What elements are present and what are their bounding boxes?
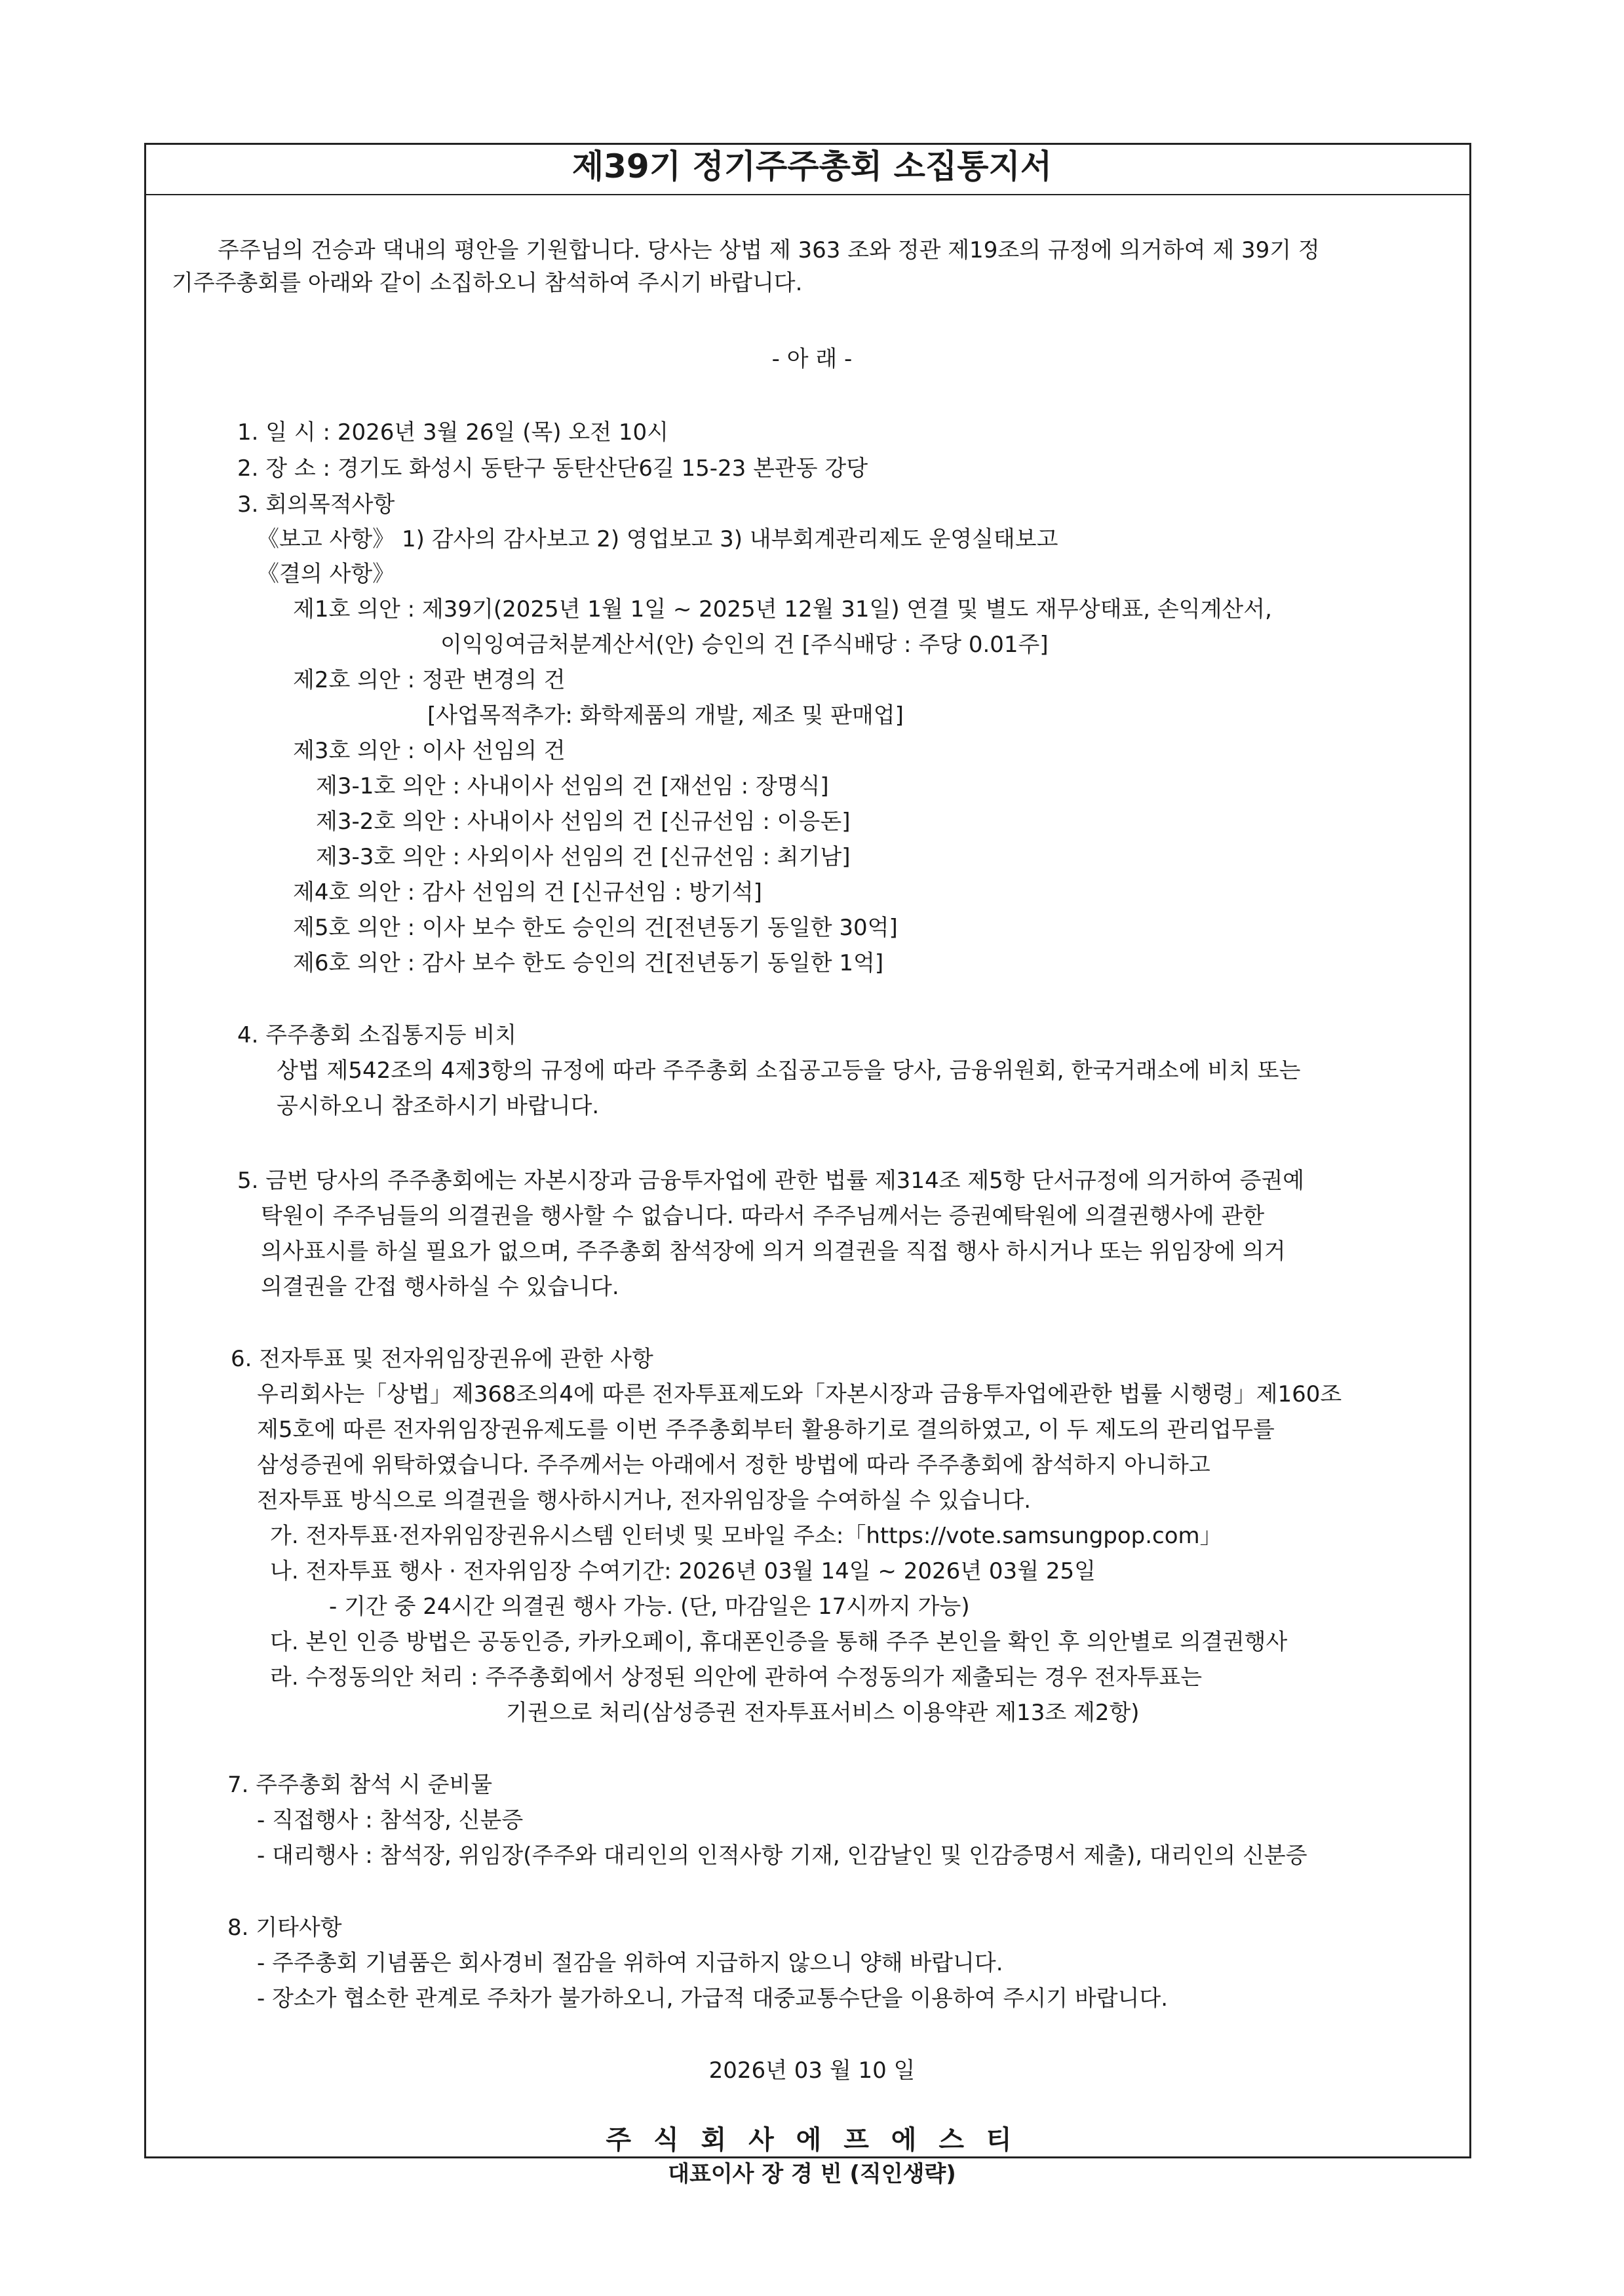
preparation-item: - 직접행사 : 참석장, 신분증 [257, 1807, 524, 1833]
e-voting-item: 다. 본인 인증 방법은 공동인증, 카카오페이, 휴대폰인증을 통해 주주 본인을 확인 후 의안별로 의결권행사 [270, 1629, 1288, 1655]
section-agenda-title: 3. 회의목적사항 [237, 491, 395, 518]
section-notice-availability: 4. 주주총회 소집통지등 비치 [237, 1022, 517, 1048]
agenda-resolution-header: 《결의 사항》 [257, 561, 395, 587]
e-voting-item: 라. 수정동의안 처리 : 주주총회에서 상정된 의안에 관하여 수정동의가 제출되는 경우 전자투표는 [270, 1664, 1203, 1691]
section-text: 전자투표 방식으로 의결권을 행사하시거나, 전자위임장을 수여하실 수 있습니다. [257, 1487, 1032, 1514]
section-e-voting-title: 6. 전자투표 및 전자위임장권유에 관한 사항 [231, 1346, 653, 1372]
section-text: 우리회사는「상법」제368조의4에 따른 전자투표제도와「자본시장과 금융투자업에관한 법률 시행령」제160조 [257, 1381, 1342, 1407]
section-misc-title: 8. 기타사항 [227, 1915, 342, 1941]
agenda-item: 제3-2호 의안 : 사내이사 선임의 건 [신규선임 : 이응돈] [316, 809, 851, 835]
e-voting-item: 기권으로 처리(삼성증권 전자투표서비스 이용약관 제13조 제2항) [506, 1700, 1140, 1726]
intro-line: 기주주총회를 아래와 같이 소집하오니 참석하여 주시기 바랍니다. [172, 270, 803, 296]
misc-item: - 장소가 협소한 관계로 주차가 불가하오니, 가급적 대중교통수단을 이용하여 주시기 바랍니다. [257, 1985, 1169, 2012]
agenda-item: 제3호 의안 : 이사 선임의 건 [293, 738, 566, 764]
company-name: 주 식 회 사 에 프 에 스 티 [606, 2125, 1018, 2155]
section-text: 삼성증권에 위탁하였습니다. 주주께서는 아래에서 정한 방법에 따라 주주총회에 참석하지 아니하고 [257, 1452, 1210, 1478]
agenda-item: 제3-1호 의안 : 사내이사 선임의 건 [재선임 : 장명식] [316, 773, 829, 799]
agenda-item: 제1호 의안 : 제39기(2025년 1월 1일 ~ 2025년 12월 31일) 연결 및 별도 재무상태표, 손익계산서, [293, 596, 1272, 622]
section-text: 의사표시를 하실 필요가 없으며, 주주총회 참석장에 의거 의결권을 직접 행사 하시거나 또는 위임장에 의거 [261, 1238, 1286, 1265]
e-voting-item: - 기간 중 24시간 의결권 행사 가능. (단, 마감일은 17시까지 가능) [329, 1594, 970, 1620]
section-text: 제5호에 따른 전자위임장권유제도를 이번 주주총회부터 활용하기로 결의하였고, 이 두 제도의 관리업무를 [257, 1417, 1275, 1443]
e-voting-item: 가. 전자투표·전자위임장권유시스템 인터넷 및 모바일 주소:「https://vote.samsungpop.com」 [270, 1523, 1222, 1549]
agenda-item: 이익잉여금처분계산서(안) 승인의 건 [주식배당 : 주당 0.01주] [440, 632, 1049, 658]
section-datetime: 1. 일 시 : 2026년 3월 26일 (목) 오전 10시 [237, 419, 668, 446]
agenda-item: 제4호 의안 : 감사 선임의 건 [신규선임 : 방기석] [293, 879, 762, 906]
agenda-item: [사업목적추가: 화학제품의 개발, 제조 및 판매업] [427, 702, 904, 729]
section-location: 2. 장 소 : 경기도 화성시 동탄구 동탄산단6길 15-23 본관동 강당 [237, 455, 868, 482]
notice-header: - 아 래 - [771, 346, 853, 372]
notice-date: 2026년 03 월 10 일 [708, 2057, 916, 2084]
title-divider [144, 194, 1471, 195]
agenda-item: 제6호 의안 : 감사 보수 한도 승인의 건[전년동기 동일한 1억] [293, 950, 884, 976]
intro-line: 주주님의 건승과 댁내의 평안을 기원합니다. 당사는 상법 제 363 조와 정관 제19조의 규정에 의거하여 제 39기 정 [218, 237, 1320, 263]
document-title: 제39기 정기주주총회 소집통지서 [571, 147, 1053, 185]
section-text: 5. 금번 당사의 주주총회에는 자본시장과 금융투자업에 관한 법률 제314조 제5항 단서규정에 의거하여 증권예 [237, 1168, 1305, 1194]
agenda-item: 제5호 의안 : 이사 보수 한도 승인의 건[전년동기 동일한 30억] [293, 915, 898, 941]
section-preparation-title: 7. 주주총회 참석 시 준비물 [227, 1772, 493, 1798]
section-text: 탁원이 주주님들의 의결권을 행사할 수 없습니다. 따라서 주주님께서는 증권예탁원에 의결권행사에 관한 [261, 1203, 1265, 1229]
e-voting-item: 나. 전자투표 행사 · 전자위임장 수여기간: 2026년 03월 14일 ~ 2026년 03월 25일 [270, 1558, 1096, 1584]
agenda-item: 제2호 의안 : 정관 변경의 건 [293, 667, 566, 693]
agenda-report: 《보고 사항》 1) 감사의 감사보고 2) 영업보고 3) 내부회계관리제도 운영실태보고 [257, 526, 1058, 552]
section-text: 상법 제542조의 4제3항의 규정에 따라 주주총회 소집공고등을 당사, 금융위원회, 한국거래소에 비치 또는 [277, 1058, 1301, 1084]
misc-item: - 주주총회 기념품은 회사경비 절감을 위하여 지급하지 않으니 양해 바랍니다. [257, 1950, 1003, 1976]
representative: 대표이사 장 경 빈 (직인생략) [668, 2161, 956, 2187]
section-text: 공시하오니 참조하시기 바랍니다. [277, 1093, 600, 1119]
section-text: 의결권을 간접 행사하실 수 있습니다. [261, 1274, 619, 1300]
preparation-item: - 대리행사 : 참석장, 위임장(주주와 대리인의 인적사항 기재, 인감날인 및 인감증명서 제출), 대리인의 신분증 [257, 1843, 1307, 1869]
agenda-item: 제3-3호 의안 : 사외이사 선임의 건 [신규선임 : 최기남] [316, 844, 851, 870]
